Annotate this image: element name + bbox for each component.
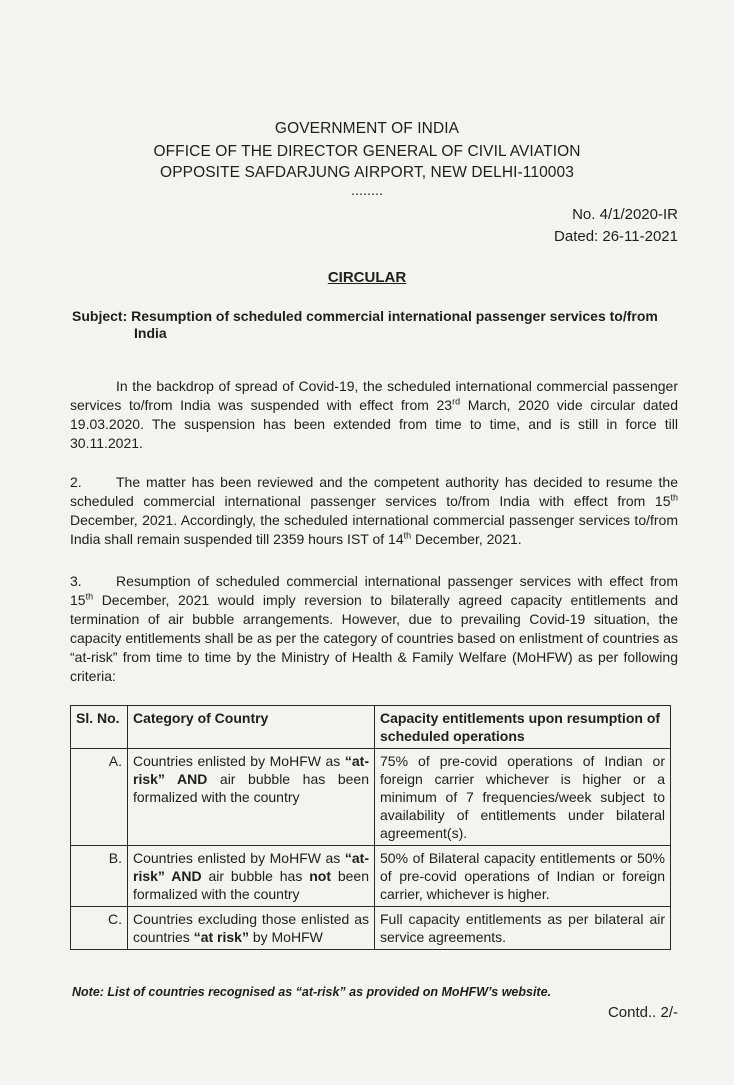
paragraph-1	[70, 377, 678, 453]
row-a-category-text-1: Countries enlisted by MoHFW as	[133, 753, 345, 769]
header-category: Category of Country	[128, 706, 375, 749]
paragraph-2-text-a: The matter has been reviewed and the competent authority has decided to resume the scheduled commercial international passenger services to/from India with effect from 15	[70, 474, 678, 509]
paragraph-3-text-b: December, 2021 would imply reversion to bilaterally agreed capacity entitlements and termination of air bubble arrangements. However, due to prevailing Covid-19 situation, the capacity entitlements shall be as per the category of countries based on enlistment of countries as “at-risk” from time to time by the Ministry of Health & Family Welfare (MoHFW) as per following criteria:	[70, 592, 678, 684]
continued-marker: Contd.. 2/-	[607, 1004, 678, 1021]
paragraph-1-sup: rd	[452, 396, 461, 407]
table-note: Note: List of countries recognised as “at-risk” as provided on MoHFW’s website.	[72, 985, 552, 999]
subject-block	[72, 308, 682, 342]
paragraph-1-text-a: In the backdrop of spread of Covid-19, the scheduled international commercial passenger services to/from India was suspended with effect from 23	[70, 378, 678, 413]
row-b-category-bold-2: not	[309, 868, 331, 884]
paragraph-2-sup-1: th	[670, 492, 678, 503]
row-b-category-text-3: been formalized with the country	[133, 868, 369, 902]
row-b-category-text-2: air bubble has	[201, 868, 310, 884]
paragraph-2-sup-2: th	[403, 530, 412, 541]
subject-label: Subject:	[72, 308, 128, 324]
table-header-row	[71, 706, 671, 749]
paragraph-3-text-a: Resumption of scheduled commercial international passenger services with effect from 15	[70, 573, 678, 608]
reference-date: Dated: 26-11-2021	[554, 228, 678, 245]
table-row	[71, 749, 671, 846]
row-a-category-bold: “at-risk” AND	[133, 753, 369, 787]
row-b-category-text-1: Countries enlisted by MoHFW as	[133, 850, 345, 866]
subject-line2: India	[134, 325, 167, 341]
paragraph-3	[70, 572, 678, 686]
header-office: OFFICE OF THE DIRECTOR GENERAL OF CIVIL AVIATION	[153, 143, 581, 160]
row-b-sl: B.	[71, 846, 128, 907]
subject-line1: Resumption of scheduled commercial international passenger services to/from	[131, 308, 658, 324]
header-sl-no: Sl. No.	[71, 706, 128, 749]
row-a-category	[128, 749, 375, 846]
header-dots: ........	[351, 182, 383, 198]
paragraph-2	[70, 473, 678, 549]
row-c-category-text-1: Countries excluding those enlisted as countries	[133, 911, 369, 945]
row-a-sl: A.	[71, 749, 128, 846]
header-address: OPPOSITE SAFDARJUNG AIRPORT, NEW DELHI-110003	[160, 164, 574, 181]
document-title: CIRCULAR	[327, 269, 407, 286]
row-c-category-text-2: by MoHFW	[248, 929, 323, 945]
table-row	[71, 846, 671, 907]
header-government: GOVERNMENT OF INDIA	[274, 120, 460, 137]
row-a-category-text-2: air bubble has been formalized with the country	[133, 771, 369, 805]
table-row	[71, 907, 671, 950]
row-b-capacity: 50% of Bilateral capacity entitlements or 50% of pre-covid operations of Indian or foreign carrier, whichever is higher.	[375, 846, 671, 907]
row-c-category-bold: “at risk”	[193, 929, 249, 945]
header-capacity: Capacity entitlements upon resumption of scheduled operations	[375, 706, 671, 749]
paragraph-1-text-b: March, 2020 vide circular dated 19.03.2020. The suspension has been extended from time to time, and is still in force till 30.11.2021.	[70, 397, 678, 451]
row-c-capacity: Full capacity entitlements as per bilateral air service agreements.	[375, 907, 671, 950]
row-b-category	[128, 846, 375, 907]
row-c-sl: C.	[71, 907, 128, 950]
row-b-category-bold-1: “at-risk” AND	[133, 850, 369, 884]
reference-number: No. 4/1/2020-IR	[572, 206, 678, 223]
paragraph-3-sup: th	[85, 591, 94, 602]
paragraph-3-number: 3.	[70, 573, 82, 589]
row-c-category	[128, 907, 375, 950]
row-a-capacity: 75% of pre-covid operations of Indian or foreign carrier whichever is higher or a minimum of 7 frequencies/week subject to availability of entitlements under bilateral agreement(s).	[375, 749, 671, 846]
paragraph-2-number: 2.	[70, 474, 82, 490]
paragraph-2-text-c: December, 2021.	[411, 531, 522, 547]
paragraph-2-text-b: December, 2021. Accordingly, the scheduled international commercial passenger services to/from India shall remain suspended till 2359 hours IST of 14	[70, 512, 678, 547]
criteria-table	[70, 705, 671, 950]
